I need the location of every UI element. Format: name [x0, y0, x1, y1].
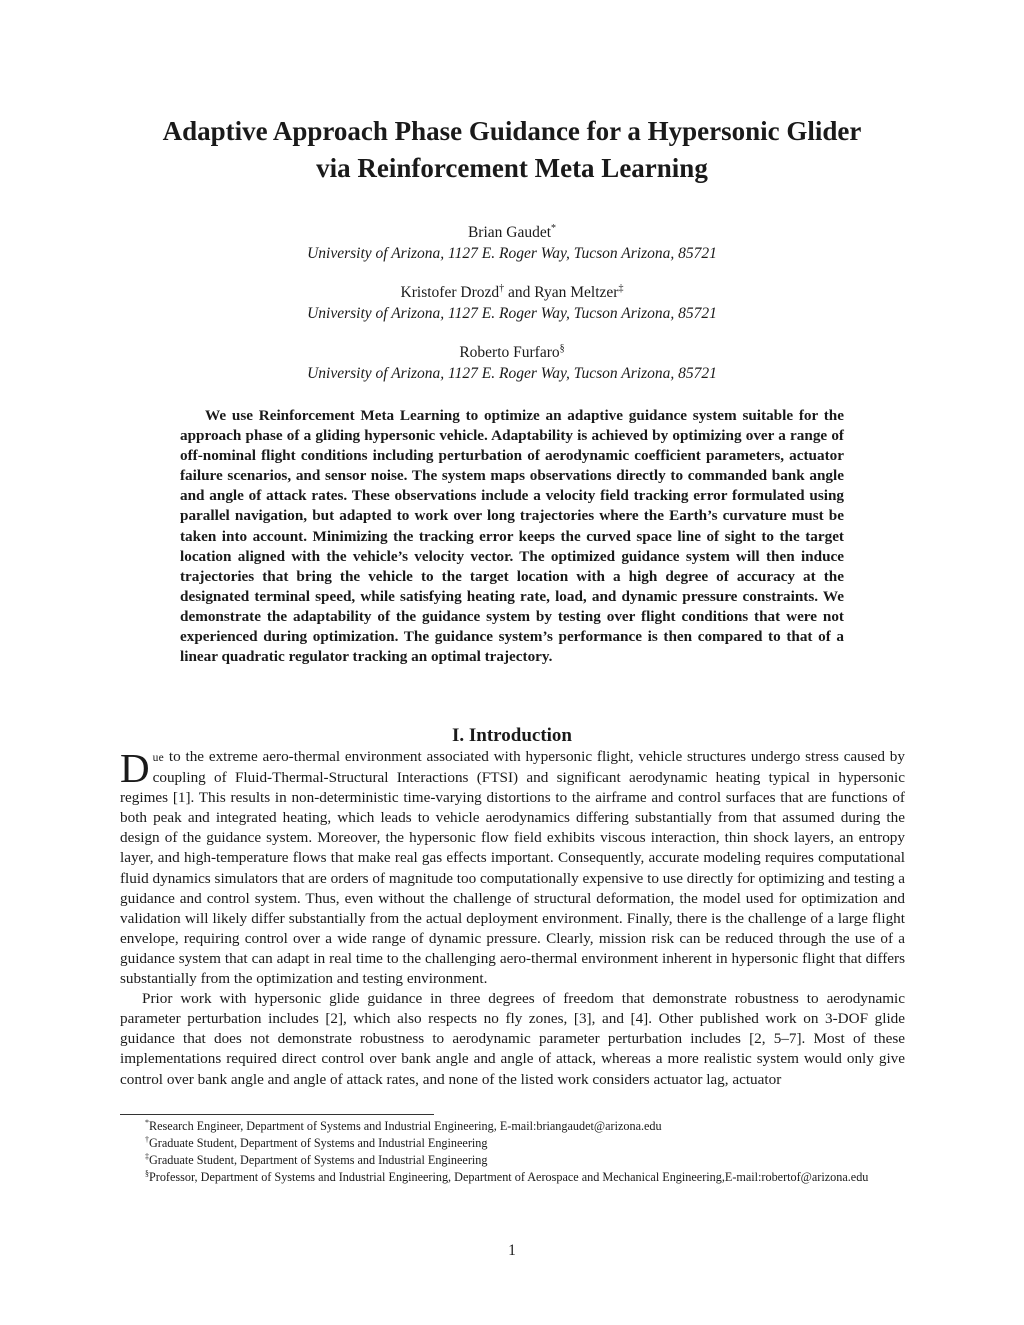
- footnote: ‡Graduate Student, Department of Systems and Industrial Engineering: [145, 1151, 488, 1167]
- author-affiliation: University of Arizona, 1127 E. Roger Way, Tucson Arizona, 85721: [307, 365, 717, 382]
- dropcap-smallcaps: ue: [152, 752, 165, 764]
- introduction-body: [120, 747, 905, 1090]
- footnote: *Research Engineer, Department of Systems and Industrial Engineering, E-mail:briangaudet@arizona.edu: [145, 1117, 662, 1133]
- author-block-3: [100, 342, 924, 384]
- author-affiliation: University of Arizona, 1127 E. Roger Way, Tucson Arizona, 85721: [307, 245, 717, 262]
- title-line-1: Adaptive Approach Phase Guidance for a Hypersonic Glider: [162, 116, 862, 146]
- author-block-1: [100, 222, 924, 264]
- introduction-paragraph-1: Due to the extreme aero-thermal environment associated with hypersonic flight, vehicle structures undergo stress caused by coupling of Fluid-Thermal-Structural Interactions (FTSI) and significant aerodynamic heating typical in hypersonic regimes [1]. This results in non-deterministic time-varying distortions to the airframe and control surfaces that are functions of both peak and integrated heating, which leads to vehicle aerodynamics differing substantially from that assumed during the design of the guidance system. Moreover, the hypersonic flow field exhibits viscous interaction, thin shock layers, an entropy layer, and high-temperature flows that make real gas effects important. Consequently, accurate modeling requires computational fluid dynamics simulators that are orders of magnitude too computationally expensive to use directly for optimizing and testing a guidance and control system. Thus, even without the challenge of structural deformation, the model used for optimization and validation will likely differ substantially from the actual deployment environment. Finally, there is the challenge of a large flight envelope, requiring control over a wide range of dynamic pressure. Clearly, mission risk can be reduced through the use of a guidance system that can adapt in real time to the challenging aero-thermal environment inherent in hypersonic flight that differs substantially from the optimization and testing environment.: [120, 745, 905, 988]
- author-block-2: [100, 282, 924, 324]
- footnote-divider: [120, 1114, 434, 1115]
- footnote: †Graduate Student, Department of Systems and Industrial Engineering: [145, 1134, 488, 1150]
- author-affiliation: University of Arizona, 1127 E. Roger Way, Tucson Arizona, 85721: [307, 305, 717, 322]
- introduction-paragraph-2: Prior work with hypersonic glide guidance in three degrees of freedom that demonstrate robustness to aerodynamic parameter perturbation includes [2], which also respects no fly zones, [3], and [4]. Other published work on 3-DOF glide guidance that does not demonstrate robustness to aerodynamic parameter perturbation includes [2, 5–7]. Most of these implementations required direct control over bank angle and angle of attack, whereas a more realistic system would only give control over bank angle and angle of attack rates, and none of the listed work considers actuator lag, actuator: [120, 990, 905, 1088]
- author-name: Brian Gaudet*: [467, 222, 557, 241]
- paper-title: [100, 113, 924, 187]
- page-number: 1: [508, 1242, 516, 1259]
- author-name: Kristofer Drozd† and Ryan Meltzer‡: [400, 282, 624, 301]
- author-name: Roberto Furfaro§: [459, 342, 565, 361]
- footnotes: [120, 1118, 905, 1186]
- dropcap-letter: D: [120, 745, 150, 791]
- section-heading-introduction: I. Introduction: [451, 725, 572, 746]
- title-line-2: via Reinforcement Meta Learning: [316, 153, 708, 183]
- footnote: §Professor, Department of Systems and Industrial Engineering, Department of Aerospace and Mechanical Engineering,E-mail:robertof@arizona.edu: [145, 1168, 869, 1184]
- abstract-text: We use Reinforcement Meta Learning to optimize an adaptive guidance system suitable for the approach phase of a gliding hypersonic vehicle. Adaptability is achieved by optimizing over a range of off-nominal flight conditions including perturbation of aerodynamic coefficient parameters, actuator failure scenarios, and sensor noise. The system maps observations directly to commanded bank angle and angle of attack rates. These observations include a velocity field tracking error formulated using parallel navigation, but adapted to work over long trajectories where the Earth’s curvature must be taken into account. Minimizing the tracking error keeps the curved space line of sight to the target location aligned with the vehicle’s velocity vector. The optimized guidance system will then induce trajectories that bring the vehicle to the target location with a high degree of accuracy at the designated terminal speed, while satisfying heating rate, load, and dynamic pressure constraints. We demonstrate the adaptability of the guidance system by testing over flight conditions that were not experienced during optimization. The guidance system’s performance is then compared to that of a linear quadratic regulator tracking an optimal trajectory.: [180, 407, 844, 666]
- abstract: [180, 406, 844, 667]
